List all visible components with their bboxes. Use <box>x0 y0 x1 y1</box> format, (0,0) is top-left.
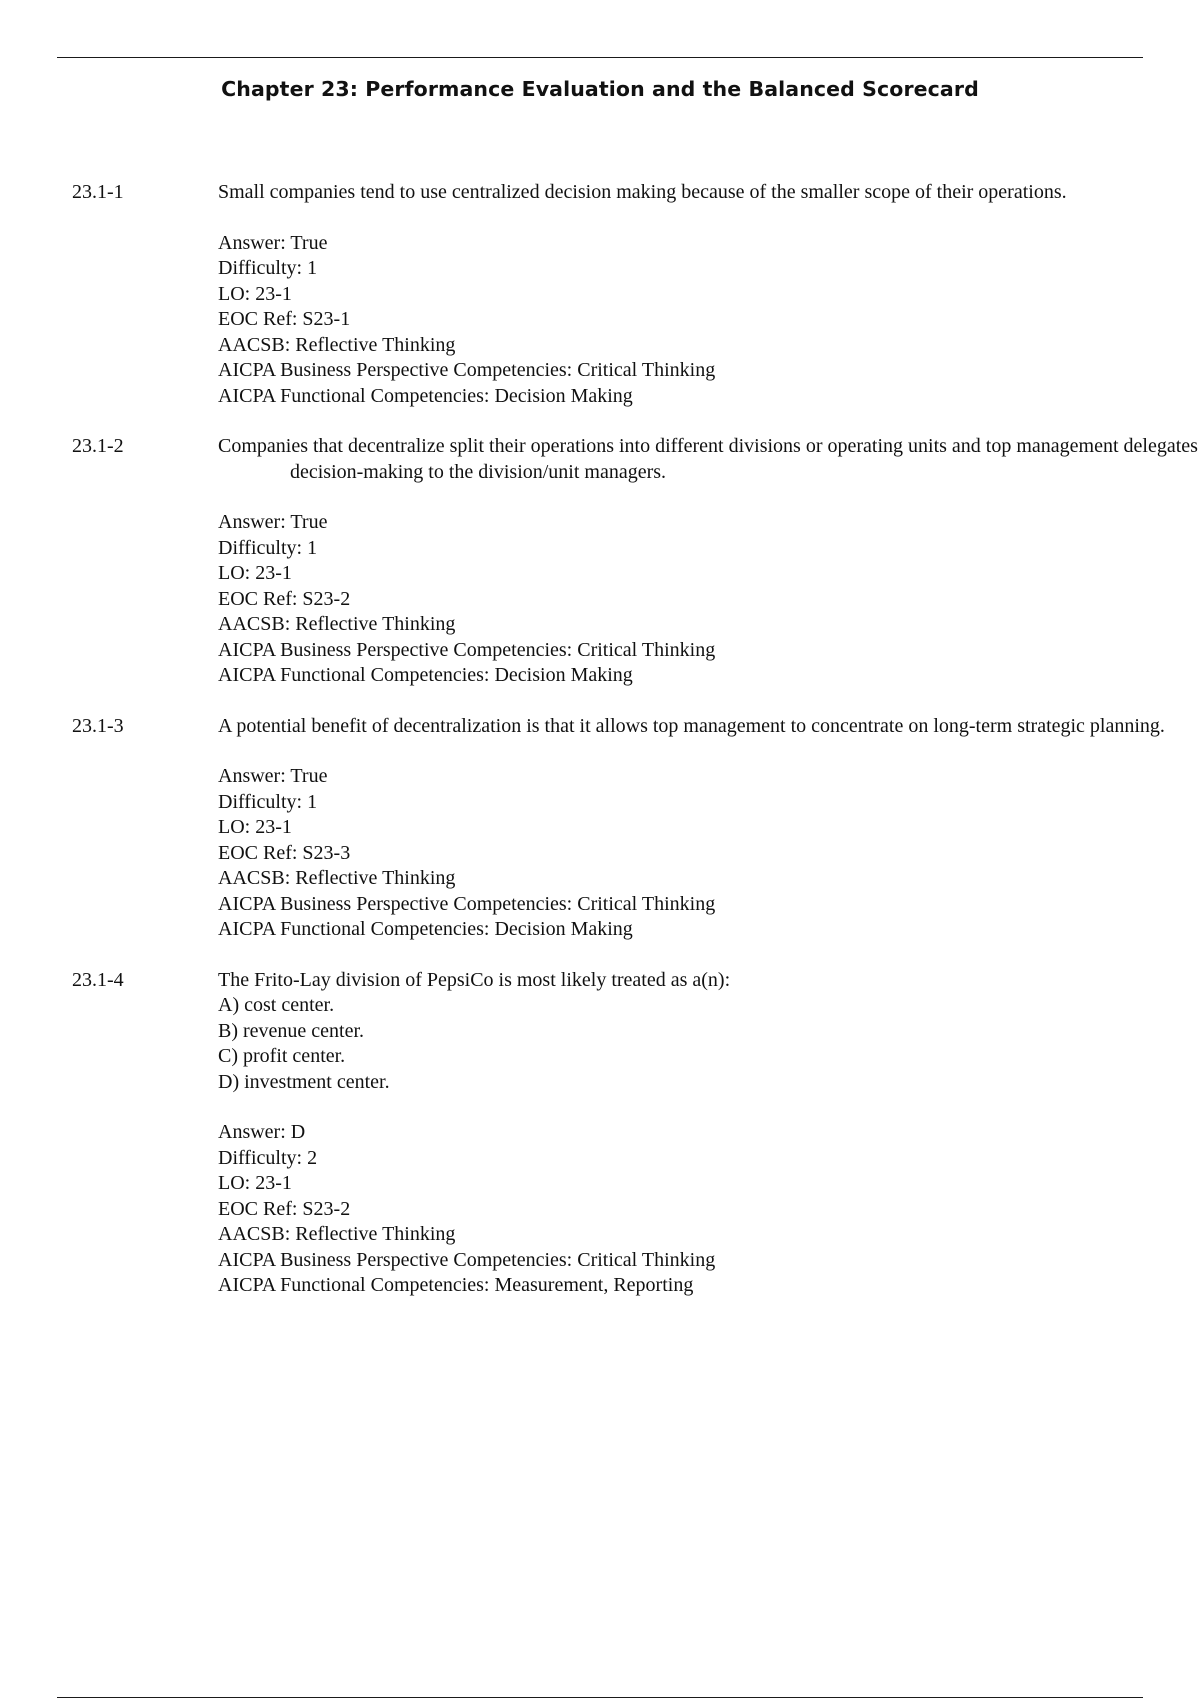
aacsb-tag: AACSB: Reflective Thinking <box>218 333 456 356</box>
question-item <box>0 714 1200 943</box>
question-item <box>0 180 1200 409</box>
bottom-rule <box>57 1697 1143 1698</box>
question-number: 23.1-1 <box>72 181 124 203</box>
question-number: 23.1-4 <box>72 968 124 991</box>
question-metadata <box>218 510 1200 689</box>
page-title: Chapter 23: Performance Evaluation and the Balanced Scorecard <box>221 77 979 101</box>
aicpa-functional-tag: AICPA Functional Competencies: Measurement, Reporting <box>218 1274 694 1296</box>
aicpa-business-tag: AICPA Business Perspective Competencies: Critical Thinking <box>218 1248 716 1271</box>
answer: Answer: D <box>218 1121 306 1143</box>
top-rule <box>57 57 1143 58</box>
question-text: Small companies tend to use centralized decision making because of the smaller scope of their operations. <box>218 181 1067 203</box>
aicpa-business-tag: AICPA Business Perspective Competencies: Critical Thinking <box>218 359 716 381</box>
learning-objective: LO: 23-1 <box>218 1172 292 1194</box>
aacsb-tag: AACSB: Reflective Thinking <box>218 867 456 889</box>
difficulty: Difficulty: 1 <box>218 536 318 559</box>
option-b: B) revenue center. <box>218 1019 365 1042</box>
learning-objective: LO: 23-1 <box>218 562 292 584</box>
aacsb-tag: AACSB: Reflective Thinking <box>218 613 456 635</box>
eoc-reference: EOC Ref: S23-2 <box>218 1197 351 1220</box>
question-metadata <box>218 764 1200 943</box>
question-item <box>0 968 1200 1299</box>
question-number: 23.1-2 <box>72 435 124 457</box>
eoc-reference: EOC Ref: S23-2 <box>218 587 351 610</box>
difficulty: Difficulty: 1 <box>218 790 318 813</box>
eoc-reference: EOC Ref: S23-3 <box>218 841 351 864</box>
aicpa-functional-tag: AICPA Functional Competencies: Decision Making <box>218 664 633 686</box>
answer-options <box>218 993 1200 1095</box>
option-d: D) investment center. <box>218 1070 390 1093</box>
question-text: Companies that decentralize split their operations into different divisions or operating units and top management delegates decision-making to the division/unit managers. <box>218 435 1198 483</box>
aicpa-business-tag: AICPA Business Perspective Competencies: Critical Thinking <box>218 892 716 915</box>
question-metadata <box>218 1120 1200 1299</box>
answer: Answer: True <box>218 511 328 533</box>
aicpa-functional-tag: AICPA Functional Competencies: Decision Making <box>218 384 633 407</box>
option-a: A) cost center. <box>218 994 335 1016</box>
question-text: The Frito-Lay division of PepsiCo is most likely treated as a(n): <box>218 968 731 991</box>
eoc-reference: EOC Ref: S23-1 <box>218 308 351 330</box>
aacsb-tag: AACSB: Reflective Thinking <box>218 1223 456 1245</box>
learning-objective: LO: 23-1 <box>218 816 292 838</box>
question-list <box>0 180 1200 1324</box>
question-text: A potential benefit of decentralization is that it allows top management to concentrate on long-term strategic planning. <box>218 714 1165 737</box>
difficulty: Difficulty: 2 <box>218 1146 318 1169</box>
aicpa-business-tag: AICPA Business Perspective Competencies: Critical Thinking <box>218 638 716 661</box>
answer: Answer: True <box>218 231 328 254</box>
aicpa-functional-tag: AICPA Functional Competencies: Decision Making <box>218 918 633 940</box>
question-item <box>0 434 1200 689</box>
answer: Answer: True <box>218 765 328 787</box>
question-metadata <box>218 231 1200 410</box>
learning-objective: LO: 23-1 <box>218 282 292 305</box>
difficulty: Difficulty: 1 <box>218 257 318 279</box>
option-c: C) profit center. <box>218 1045 346 1067</box>
question-number: 23.1-3 <box>72 714 124 737</box>
